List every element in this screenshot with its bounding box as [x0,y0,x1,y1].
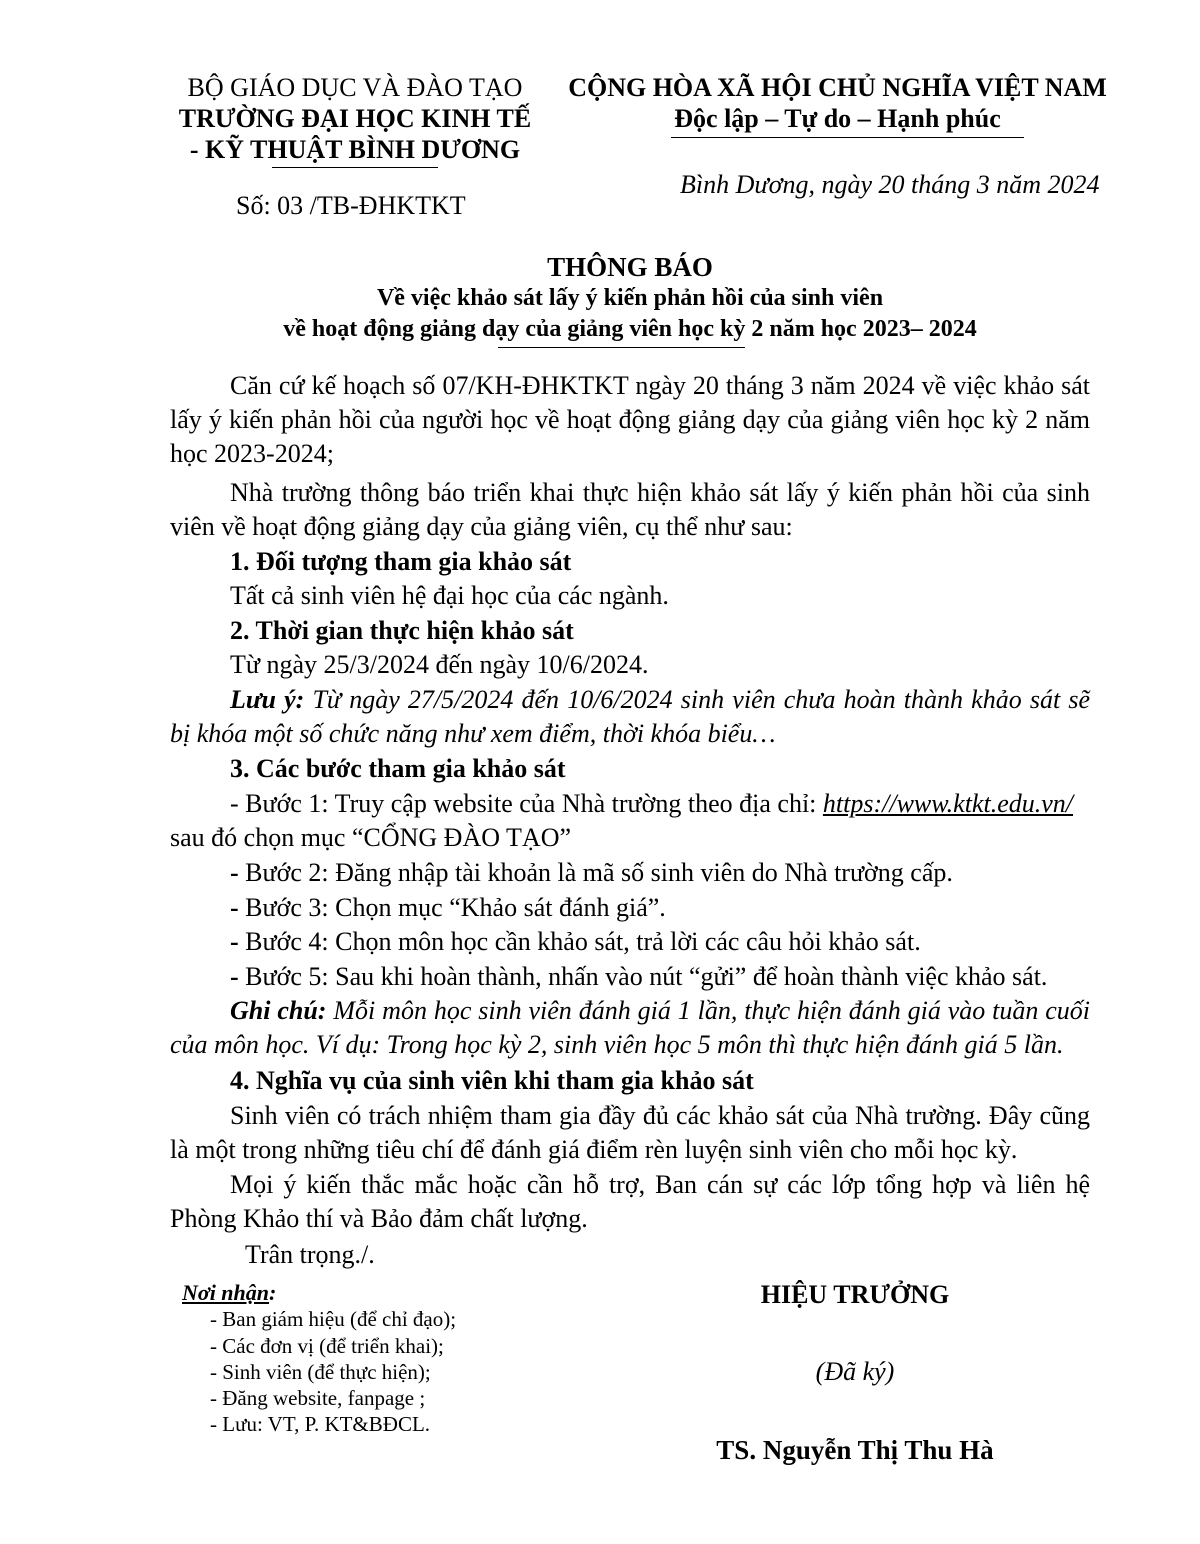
school-name-line2: - KỸ THUẬT BÌNH DƯƠNG [189,135,521,164]
step-2 [230,856,953,890]
school-name-line1: TRƯỜNG ĐẠI HỌC KINH TẾ [178,104,532,133]
remark-label: Ghi chú: [230,996,327,1025]
signer-role: HIỆU TRƯỞNG [760,1280,950,1309]
section-4-text: Sinh viên có trách nhiệm tham gia đầy đủ các khảo sát của Nhà trường. Đây cũng là một trong những tiêu chí để đánh giá điểm rèn luyện sinh viên cho mỗi học kỳ. [170,1101,1090,1164]
note-label: Lưu ý: [230,685,305,714]
step-3-text: Bước 3: Chọn mục “Khảo sát đánh giá”. [245,893,666,922]
step-5-text: Bước 5: Sau khi hoàn thành, nhấn vào nút “gửi” để hoàn thành việc khảo sát. [245,962,1048,991]
recipients-label: Nơi nhận [182,1280,270,1305]
recipient-item: - Đăng website, fanpage ; [210,1386,426,1410]
step-5 [230,960,1047,994]
place-and-date: Bình Dương, ngày 20 tháng 3 năm 2024 [680,170,1100,199]
signer-name: TS. Nguyễn Thị Thu Hà [716,1435,994,1465]
document-subtitle-line2: về hoạt động giảng dạy của giảng viên học kỳ 2 năm học 2023– 2024 [283,316,977,342]
recipient-item: - Ban giám hiệu (để chỉ đạo); [210,1307,457,1331]
country-name: CỘNG HÒA XÃ HỘI CHỦ NGHĨA VIỆT NAM [568,73,1107,102]
note-text: Từ ngày 27/5/2024 đến 10/6/2024 sinh viên chưa hoàn thành khảo sát sẽ bị khóa một số chức năng như xem điểm, thời khóa biểu… [170,685,1091,748]
section-4-heading: 4. Nghĩa vụ của sinh viên khi tham gia khảo sát [230,1066,754,1095]
remark-paragraph [170,994,1090,1062]
paragraph-basis: Căn cứ kế hoạch số 07/KH-ĐHKTKT ngày 20 tháng 3 năm 2024 về việc khảo sát lấy ý kiến phản hồi của người học về hoạt động giảng dạy của giảng viên học kỳ 2 năm học 2023-2024; [170,371,1090,468]
recipient-item: - Sinh viên (để thực hiện); [210,1360,431,1384]
step-1 [230,787,1073,821]
document-number: Số: 03 /TB-ĐHKTKT [236,191,466,220]
motto-underline [671,137,1024,138]
title-underline [498,347,745,348]
document-title: THÔNG BÁO [547,252,713,282]
signed-mark: (Đã ký) [815,1357,895,1386]
section-1-text: Tất cả sinh viên hệ đại học của các ngành. [230,581,669,610]
recipients-colon: : [269,1280,277,1305]
recipients-heading [182,1279,276,1307]
section-2-heading: 2. Thời gian thực hiện khảo sát [230,616,574,645]
section-1-heading: 1. Đối tượng tham gia khảo sát [230,547,572,576]
recipient-item: - Lưu: VT, P. KT&BĐCL. [210,1412,431,1436]
support-paragraph: Mọi ý kiến thắc mắc hoặc cần hỗ trợ, Ban cán sự các lớp tổng hợp và liên hệ Phòng Khảo thí và Bảo đảm chất lượng. [170,1170,1090,1233]
national-motto: Độc lập – Tự do – Hạnh phúc [674,104,1001,133]
step-1-text: - Bước 1: Truy cập website của Nhà trường theo địa chỉ: [230,789,817,818]
note-paragraph [170,683,1090,751]
ministry-name: BỘ GIÁO DỤC VÀ ĐÀO TẠO [187,73,523,102]
step-2-text: Bước 2: Đăng nhập tài khoản là mã số sinh viên do Nhà trường cấp. [245,858,953,887]
paragraph-announcement: Nhà trường thông báo triển khai thực hiện khảo sát lấy ý kiến phản hồi của sinh viên về hoạt động giảng dạy của giảng viên, cụ thể như sau: [170,478,1090,541]
step-4-dash: - [230,927,239,956]
step-2-dash: - [230,858,239,887]
recipient-item: - Các đơn vị (để triển khai); [210,1334,444,1358]
section-2-text: Từ ngày 25/3/2024 đến ngày 10/6/2024. [230,650,649,679]
step-1-continuation: sau đó chọn mục “CỔNG ĐÀO TẠO” [170,823,572,852]
step-3-dash: - [230,893,239,922]
step-4-text: Bước 4: Chọn môn học cần khảo sát, trả lời các câu hỏi khảo sát. [245,927,921,956]
closing-text: Trân trọng./. [245,1240,375,1269]
document-subtitle-line1: Về việc khảo sát lấy ý kiến phản hồi của sinh viên [376,285,884,311]
section-3-heading: 3. Các bước tham gia khảo sát [230,754,566,783]
step-4 [230,925,921,959]
website-link[interactable]: https://www.ktkt.edu.vn/ [822,789,1074,818]
step-3 [230,891,666,925]
school-underline [272,167,438,168]
step-5-dash: - [230,962,239,991]
remark-text: Mỗi môn học sinh viên đánh giá 1 lần, thực hiện đánh giá vào tuần cuối của môn học. Ví dụ: Trong học kỳ 2, sinh viên học 5 môn thì thực hiện đánh giá 5 lần. [170,996,1091,1059]
